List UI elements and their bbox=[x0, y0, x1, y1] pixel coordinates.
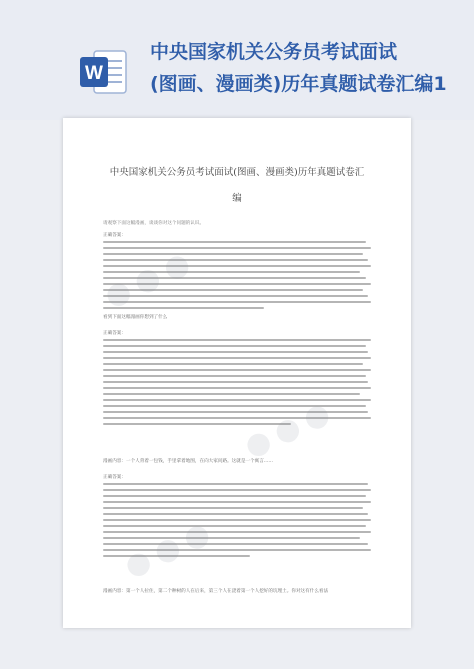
document-title-line1: 中央国家机关公务员考试面试(图画、漫画类)历年真题试卷汇 bbox=[109, 167, 365, 178]
question-2: 看到下面这幅漫画你想到了什么 bbox=[103, 315, 168, 320]
logo-letter: W bbox=[85, 63, 103, 84]
answer-text-lines bbox=[103, 241, 371, 309]
document-title-line2: 编 bbox=[232, 193, 242, 204]
banner-title-line1: 中央国家机关公务员考试面试 bbox=[150, 41, 398, 63]
word-doc-icon bbox=[78, 47, 128, 97]
answer-label: 正确答案： bbox=[103, 233, 126, 238]
banner-title-line2: (图画、漫画类)历年真题试卷汇编1 bbox=[150, 73, 447, 95]
header-banner bbox=[0, 0, 474, 120]
answer-label: 正确答案： bbox=[103, 475, 126, 480]
answer-text-lines bbox=[103, 339, 371, 425]
question-4: 漫画内容：第一个人拉住，第二个种树的人在后来，第三个人在浇着第一个人挖好的坑埋土。你对这有什么看法 bbox=[103, 589, 329, 594]
document-page: 中央国家机关公务员考试面试(图画、漫画类)历年真题试卷汇 编 请观察下面这幅漫画，谈谈你对这个问题的认识。 正确答案： 看到下面这幅漫画你想到了什么 正确答案： 漫画内容：一个人背着一包钱，手里拿着地图，在向大家问路。这就是一个寓言…… 正确答案： 漫画内容：第一个人拉住，第二个种树的人在后来，第三个人在浇着第一个人挖好的坑埋土。你对这有什么看法 ⬤ ⬤ ⬤ ⬤ ⬤ ⬤ bbox=[63, 118, 411, 628]
answer-block-1 bbox=[103, 232, 371, 309]
answer-text-lines bbox=[103, 483, 371, 557]
question-3: 漫画内容：一个人背着一包钱，手里拿着地图，在向大家问路。这就是一个寓言…… bbox=[103, 459, 273, 464]
banner-title bbox=[150, 36, 468, 100]
document-title bbox=[103, 160, 371, 212]
answer-block-3 bbox=[103, 474, 371, 557]
answer-label: 正确答案： bbox=[103, 331, 126, 336]
answer-block-2 bbox=[103, 330, 371, 425]
question-instruction: 请观察下面这幅漫画，谈谈你对这个问题的认识。 bbox=[103, 221, 205, 226]
